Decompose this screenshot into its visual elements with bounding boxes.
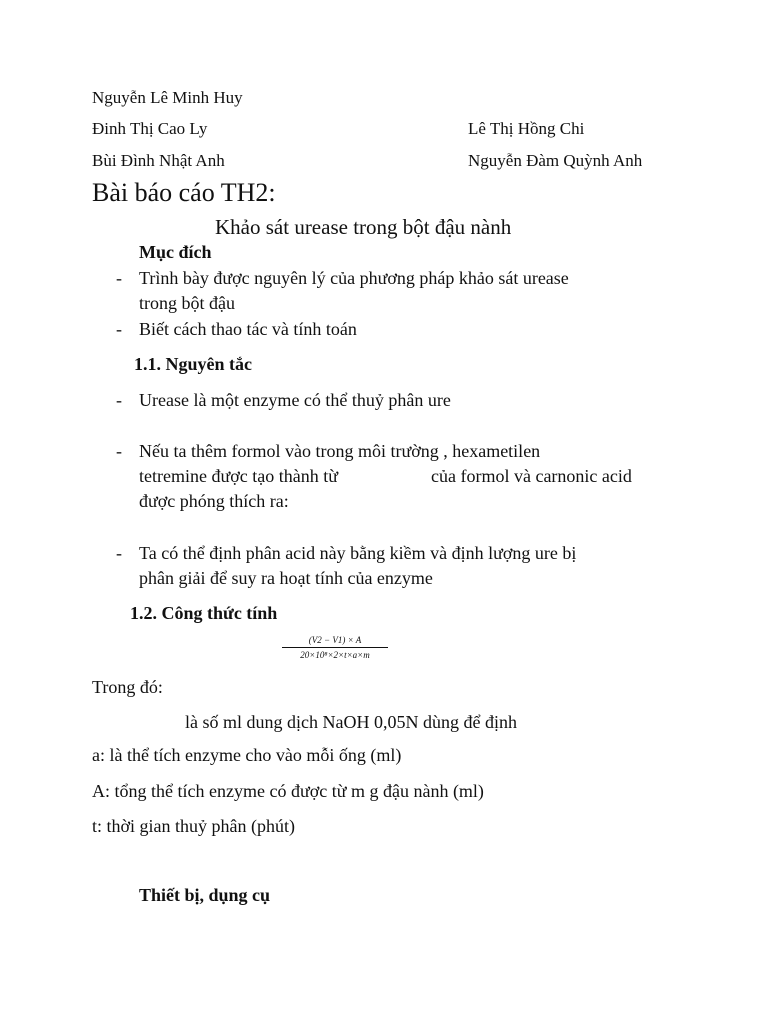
page-subtitle: Khảo sát urease trong bột đậu nành [215, 215, 512, 239]
author-1: Nguyễn Lê Minh Huy [92, 88, 243, 107]
def-A: A: tổng thể tích enzyme có được từ m g đậu nành (ml) [92, 781, 484, 801]
def-a: a: là thể tích enzyme cho vào mỗi ống (ml) [92, 745, 402, 765]
principle-item-2: Nếu ta thêm formol vào trong môi trường , hexametilen [139, 441, 541, 461]
page-title: Bài báo cáo TH2: [92, 178, 276, 207]
author-4: Lê Thị Hồng Chi [468, 119, 585, 138]
bullet-dash: - [116, 441, 122, 461]
def-v: là số ml dung dịch NaOH 0,05N dùng để định [185, 712, 517, 732]
bullet-dash: - [116, 319, 122, 339]
principle-item-1: Urease là một enzyme có thể thuỷ phân ure [139, 390, 451, 410]
fraction-bar [282, 647, 388, 648]
bullet-dash: - [116, 390, 122, 410]
author-5: Nguyễn Đàm Quỳnh Anh [468, 151, 643, 170]
bullet-dash: - [116, 268, 122, 288]
author-2: Đinh Thị Cao Ly [92, 119, 208, 138]
formula-denominator: 20×10⁸×2×t×a×m [300, 650, 370, 660]
principle-item-2-cont-c: được phóng thích ra: [139, 491, 289, 511]
formula-heading: 1.2. Công thức tính [130, 603, 278, 623]
principle-item-3: Ta có thể định phân acid này bằng kiềm và định lượng ure bị [139, 543, 577, 563]
formula-numerator: (V2 − V1) × A [308, 635, 362, 645]
purpose-item-1: Trình bày được nguyên lý của phương pháp khảo sát urease [139, 268, 569, 288]
formula [282, 634, 388, 661]
principle-item-3-cont: phân giải để suy ra hoạt tính của enzyme [139, 568, 433, 588]
where-label: Trong đó: [92, 677, 163, 697]
bullet-dash: - [116, 543, 122, 563]
purpose-item-1-cont: trong bột đậu [139, 293, 235, 313]
principle-item-2-cont-b: của formol và carnonic acid [431, 466, 632, 486]
author-3: Bùi Đình Nhật Anh [92, 151, 225, 170]
purpose-item-2: Biết cách thao tác và tính toán [139, 319, 357, 339]
principle-item-2-cont-a: tetremine được tạo thành từ [139, 466, 338, 486]
purpose-heading: Mục đích [139, 242, 212, 262]
equipment-heading: Thiết bị, dụng cụ [139, 885, 271, 905]
def-t: t: thời gian thuỷ phân (phút) [92, 816, 295, 836]
principle-heading: 1.1. Nguyên tắc [134, 354, 252, 374]
